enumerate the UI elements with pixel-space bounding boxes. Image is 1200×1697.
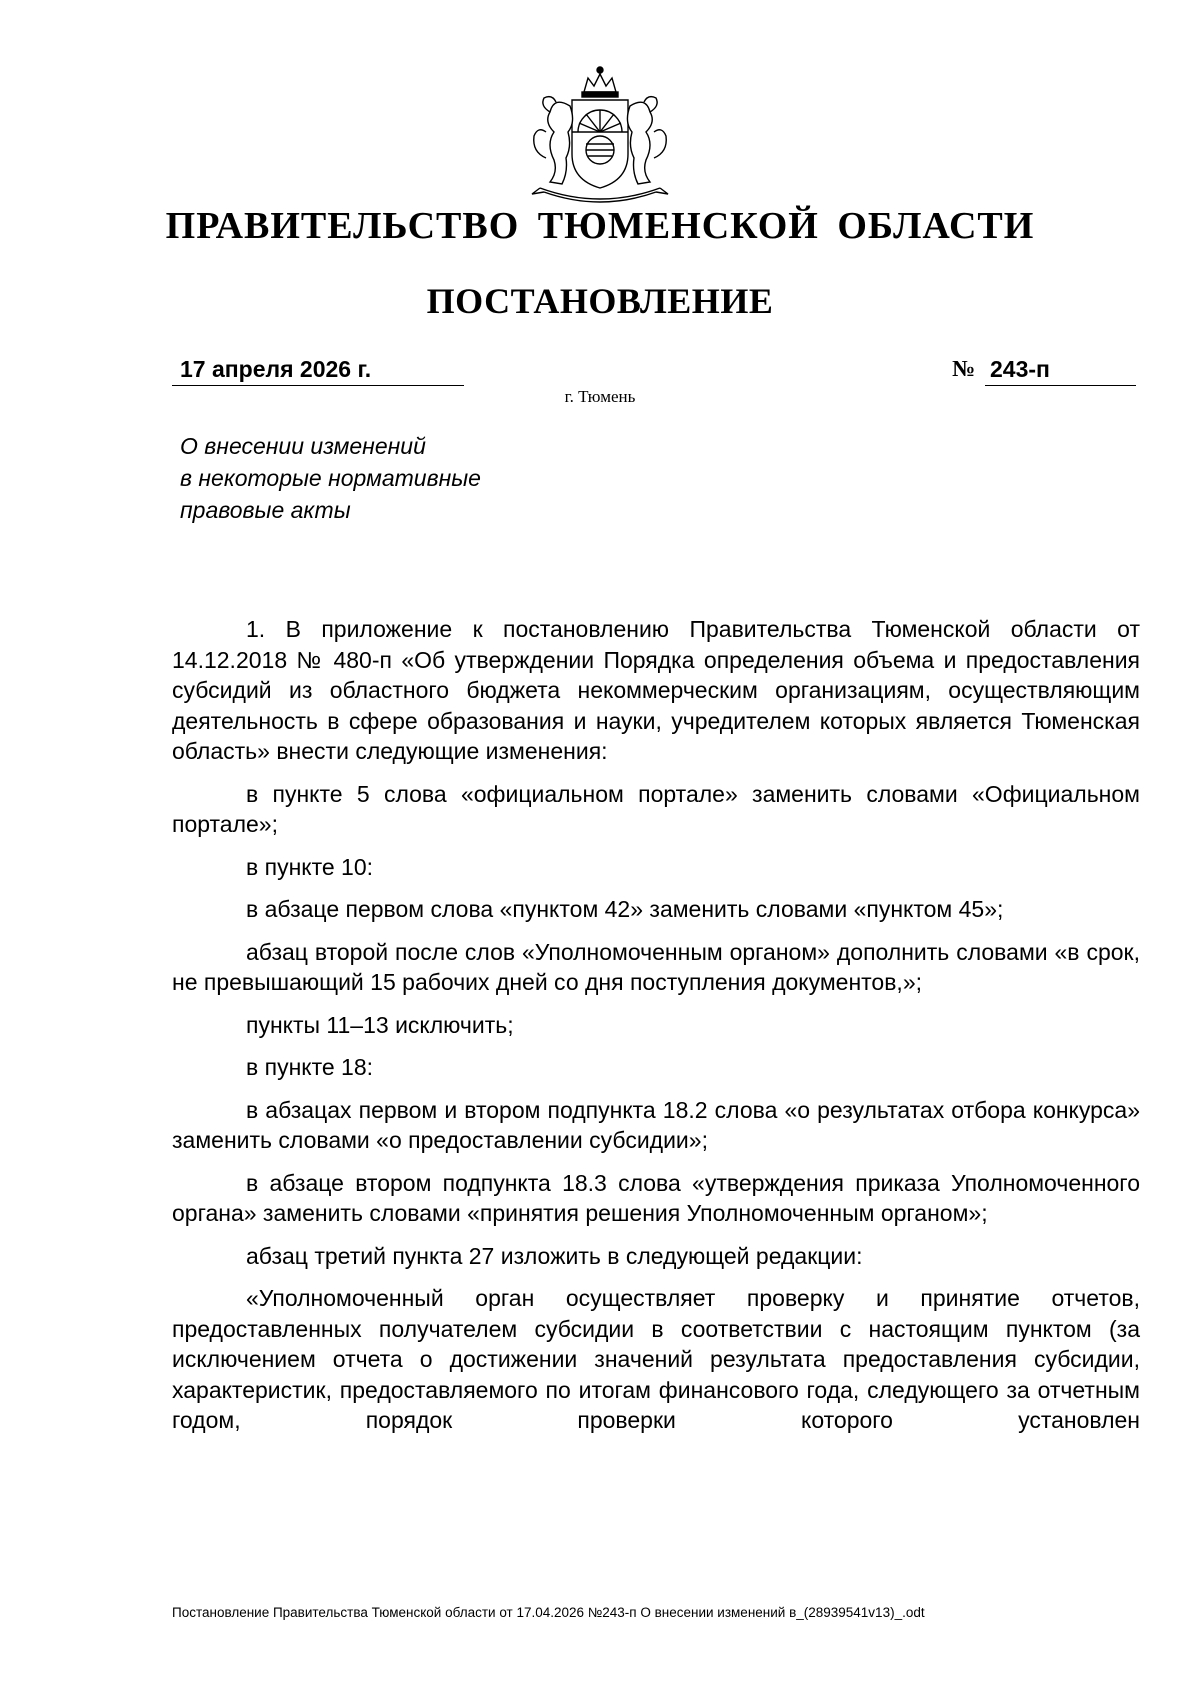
body-paragraph: пункты 11–13 исключить; — [246, 1011, 514, 1038]
body-paragraph: в пункте 18: — [246, 1054, 374, 1080]
number-label: № — [952, 356, 976, 381]
document-subject — [180, 430, 600, 526]
body-paragraph: абзац второй после слов «Уполномоченным органом» дополнить словами «в срок, не превышающий 15 рабочих дней со дня поступления документов,»; — [172, 938, 1140, 995]
document-body — [172, 614, 1140, 1448]
government-title: ПРАВИТЕЛЬСТВО ТЮМЕНСКОЙ ОБЛАСТИ — [165, 205, 1035, 247]
city-name: г. Тюмень — [564, 387, 636, 406]
document-number: 243-п — [985, 354, 1136, 386]
body-paragraph: в абзаце втором подпункта 18.3 слова «утверждения приказа Уполномоченного органа» заменить словами «принятия решения Уполномоченным органом»; — [172, 1169, 1140, 1226]
body-paragraph: 1. В приложение к постановлению Правительства Тюменской области от 14.12.2018 № 480-п «Об утверждении Порядка определения объема и предоставления субсидий из областного бюджета некоммерческим организациям, осуществляющим деятельность в сфере образования и науки, учредителем которых является Тюменская область» внести следующие изменения: — [172, 616, 1140, 764]
body-paragraph: в абзацах первом и втором подпункта 18.2 слова «о результатах отбора конкурса» заменить словами «о предоставлении субсидии»; — [172, 1096, 1140, 1153]
body-paragraph: «Уполномоченный орган осуществляет проверку и принятие отчетов, предоставленных получателем субсидии в соответствии с настоящим пунктом (за исключением отчета о достижении значений результата предоставления субсидии, характеристик, предоставляемого по итогам финансового года, следующего за отчетным годом, порядок проверки которого установлен — [172, 1285, 1140, 1433]
coat-of-arms-icon — [510, 62, 690, 212]
body-paragraph: в абзаце первом слова «пунктом 42» заменить словами «пунктом 45»; — [246, 896, 1004, 922]
body-paragraph: в пункте 10: — [246, 853, 374, 880]
subject-line: О внесении изменений — [180, 433, 426, 459]
document-type: ПОСТАНОВЛЕНИЕ — [426, 281, 774, 321]
subject-line: в некоторые нормативные — [180, 465, 481, 491]
document-date: 17 апреля 2026 г. — [172, 354, 464, 386]
footer-filename: Постановление Правительства Тюменской области от 17.04.2026 №243-п О внесении изменений в_(28939541v13)_.odt — [172, 1605, 925, 1620]
body-paragraph: абзац третий пункта 27 изложить в следующей редакции: — [246, 1242, 863, 1269]
body-paragraph: в пункте 5 слова «официальном портале» заменить словами «Официальном портале»; — [172, 780, 1140, 837]
subject-line: правовые акты — [180, 497, 351, 523]
